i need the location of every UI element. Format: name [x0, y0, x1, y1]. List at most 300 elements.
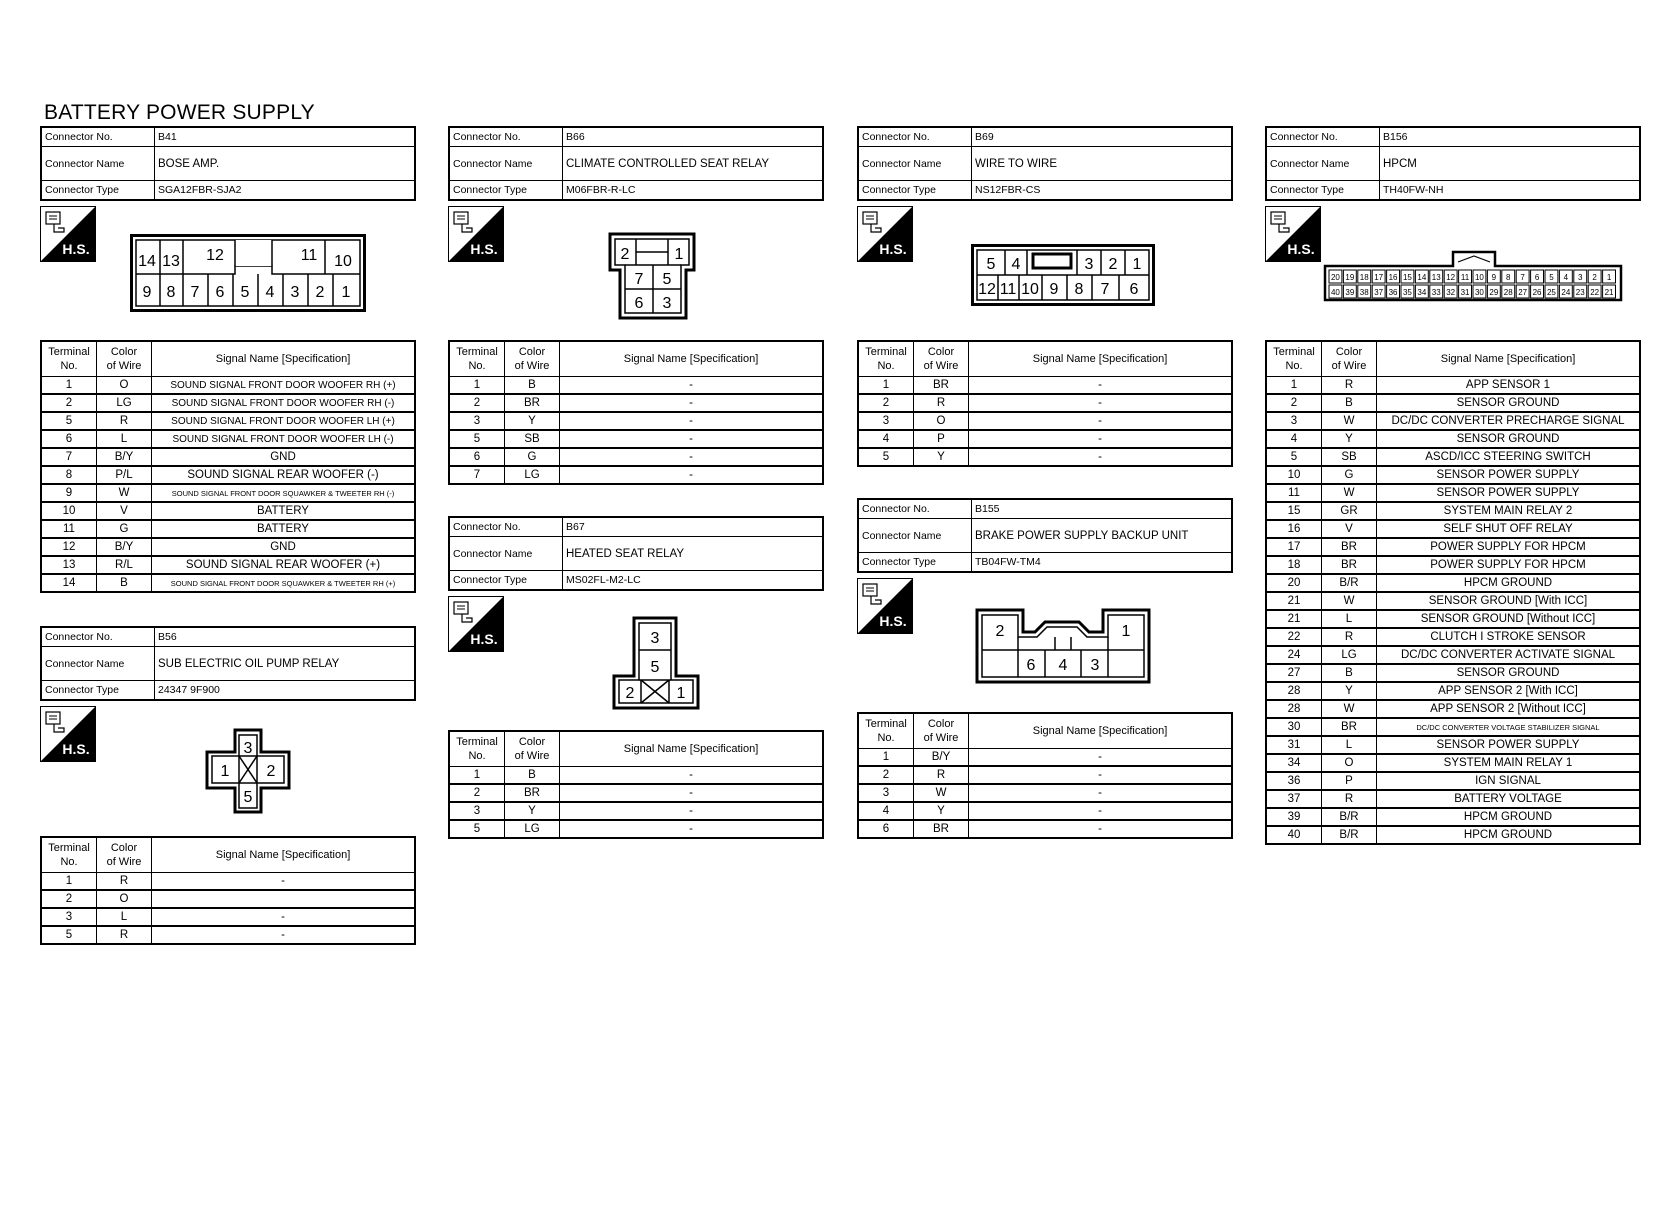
table-row [858, 766, 1232, 784]
wire-color: R [914, 766, 969, 784]
wire-color: V [1322, 520, 1377, 538]
connector-info-table [448, 126, 824, 201]
wire-color: O [1322, 754, 1377, 772]
terminal-no: 15 [1266, 502, 1322, 520]
signal-name [152, 890, 416, 908]
pin-label: 2 [625, 685, 635, 702]
signal-name: POWER SUPPLY FOR HPCM [1377, 538, 1641, 556]
connector-info-table [857, 126, 1233, 201]
connector-type-value: NS12FBR-CS [972, 181, 1233, 201]
terminal-no: 5 [449, 820, 505, 838]
signal-name-header: Signal Name [Specification] [152, 837, 416, 873]
terminal-no: 5 [41, 926, 97, 944]
pin-label: 5 [243, 789, 253, 806]
pin-label: 2 [1108, 256, 1118, 273]
pin-label: 8 [1506, 273, 1511, 282]
table-row [858, 430, 1232, 448]
connector-b66 [448, 126, 824, 481]
pin-label: 26 [1532, 288, 1542, 297]
signal-name: SOUND SIGNAL FRONT DOOR WOOFER LH (+) [152, 412, 416, 430]
wire-color: B/Y [97, 538, 152, 556]
table-row [1266, 394, 1640, 412]
terminal-table [1265, 340, 1641, 845]
signal-name: - [969, 749, 1233, 767]
signal-name: - [969, 394, 1233, 412]
pin-label: 3 [290, 284, 300, 301]
terminal-no: 14 [41, 574, 97, 592]
table-row [449, 767, 823, 785]
table-row [449, 466, 823, 484]
pin-label: 16 [1388, 273, 1398, 282]
signal-name: SOUND SIGNAL FRONT DOOR SQUAWKER & TWEETER RH (-) [152, 484, 416, 502]
wire-color: R [97, 412, 152, 430]
table-row [41, 908, 415, 926]
signal-name: - [969, 784, 1233, 802]
color-of-wire-header: Color of Wire [1322, 341, 1377, 377]
pin-label: 3 [1084, 256, 1094, 273]
table-row [1266, 466, 1640, 484]
signal-name: - [560, 466, 824, 484]
connector-type-label: Connector Type [449, 571, 563, 591]
table-row [858, 448, 1232, 466]
terminal-no: 2 [449, 784, 505, 802]
wire-color: L [97, 430, 152, 448]
terminal-no: 18 [1266, 556, 1322, 574]
wire-color: Y [1322, 682, 1377, 700]
terminal-no-header: Terminal No. [41, 341, 97, 377]
terminal-no: 31 [1266, 736, 1322, 754]
pin-label: 18 [1359, 273, 1369, 282]
signal-name: IGN SIGNAL [1377, 772, 1641, 790]
wire-color: R [97, 926, 152, 944]
signal-name-header: Signal Name [Specification] [1377, 341, 1641, 377]
table-row [1266, 502, 1640, 520]
wire-color: SB [1322, 448, 1377, 466]
pin-label: 5 [240, 284, 250, 301]
signal-name: - [560, 767, 824, 785]
table-row [41, 574, 415, 592]
signal-name: - [969, 430, 1233, 448]
table-row [449, 412, 823, 430]
connector-type-value: TH40FW-NH [1380, 181, 1641, 201]
terminal-no: 1 [858, 749, 914, 767]
connector-no-value: B41 [155, 127, 416, 147]
pin-label: 36 [1388, 288, 1398, 297]
pin-label: 1 [1132, 256, 1142, 273]
pin-label: 5 [662, 271, 672, 288]
pin-label: 5 [650, 659, 660, 676]
wire-color: L [97, 908, 152, 926]
terminal-no: 4 [858, 430, 914, 448]
signal-name: BATTERY [152, 502, 416, 520]
terminal-no-header: Terminal No. [858, 341, 914, 377]
table-row [1266, 412, 1640, 430]
wire-color: B/R [1322, 574, 1377, 592]
signal-name: - [560, 448, 824, 466]
pin-label: 35 [1402, 288, 1412, 297]
connector-no-label: Connector No. [858, 499, 972, 519]
wire-color: Y [1322, 430, 1377, 448]
terminal-no: 7 [449, 466, 505, 484]
terminal-no: 34 [1266, 754, 1322, 772]
signal-name: HPCM GROUND [1377, 808, 1641, 826]
wire-color: L [1322, 736, 1377, 754]
connector-type-value: M06FBR-R-LC [563, 181, 824, 201]
table-row [1266, 772, 1640, 790]
signal-name: APP SENSOR 1 [1377, 377, 1641, 395]
pin-label: 13 [1431, 273, 1441, 282]
connector-no-label: Connector No. [41, 627, 155, 647]
pin-label: 6 [1534, 273, 1540, 282]
terminal-no: 2 [858, 766, 914, 784]
signal-name-header: Signal Name [Specification] [560, 731, 824, 767]
wire-color: W [97, 484, 152, 502]
table-row [41, 873, 415, 891]
terminal-no: 5 [449, 430, 505, 448]
table-row [1266, 520, 1640, 538]
terminal-no: 5 [858, 448, 914, 466]
connector-face-b56 [203, 728, 293, 816]
pin-label: 5 [986, 256, 996, 273]
pin-label: 11 [1460, 273, 1470, 282]
connector-b56 [40, 626, 416, 941]
signal-name: SYSTEM MAIN RELAY 2 [1377, 502, 1641, 520]
signal-name: SENSOR GROUND [With ICC] [1377, 592, 1641, 610]
signal-name: SOUND SIGNAL REAR WOOFER (+) [152, 556, 416, 574]
table-row [1266, 664, 1640, 682]
signal-name: SOUND SIGNAL FRONT DOOR WOOFER RH (+) [152, 377, 416, 395]
color-of-wire-header: Color of Wire [97, 837, 152, 873]
table-row [858, 802, 1232, 820]
table-row [449, 394, 823, 412]
terminal-no: 2 [858, 394, 914, 412]
table-row [41, 502, 415, 520]
table-row [41, 394, 415, 412]
wire-color: BR [914, 820, 969, 838]
svg-text:H.S.: H.S. [879, 613, 907, 629]
terminal-no: 1 [41, 873, 97, 891]
pin-label: 22 [1590, 288, 1600, 297]
connector-type-value: 24347 9F900 [155, 681, 416, 701]
table-row [1266, 538, 1640, 556]
harness-side-icon [448, 206, 504, 262]
connector-info-table [857, 498, 1233, 573]
connector-no-value: B69 [972, 127, 1233, 147]
wire-color: B [505, 377, 560, 395]
signal-name: - [969, 377, 1233, 395]
table-row [1266, 448, 1640, 466]
page-title: BATTERY POWER SUPPLY [44, 101, 315, 124]
signal-name: APP SENSOR 2 [Without ICC] [1377, 700, 1641, 718]
wire-color: SB [505, 430, 560, 448]
table-row [1266, 610, 1640, 628]
table-row [41, 520, 415, 538]
terminal-no: 1 [858, 377, 914, 395]
signal-name: - [560, 430, 824, 448]
wire-color: L [1322, 610, 1377, 628]
color-of-wire-header: Color of Wire [914, 713, 969, 749]
wire-color: W [914, 784, 969, 802]
pin-label: 33 [1431, 288, 1441, 297]
table-row [1266, 718, 1640, 736]
pin-label: 13 [162, 253, 180, 270]
terminal-no: 39 [1266, 808, 1322, 826]
harness-side-icon [1265, 206, 1321, 262]
table-row [1266, 754, 1640, 772]
signal-name: ASCD/ICC STEERING SWITCH [1377, 448, 1641, 466]
signal-name: SENSOR GROUND [1377, 664, 1641, 682]
table-row [449, 448, 823, 466]
signal-name-header: Signal Name [Specification] [969, 713, 1233, 749]
terminal-no-header: Terminal No. [41, 837, 97, 873]
wire-color: LG [1322, 646, 1377, 664]
signal-name: SOUND SIGNAL FRONT DOOR WOOFER LH (-) [152, 430, 416, 448]
pin-label: 12 [1446, 273, 1456, 282]
connector-type-label: Connector Type [41, 681, 155, 701]
pin-label: 19 [1345, 273, 1355, 282]
wire-color: BR [505, 784, 560, 802]
svg-text:H.S.: H.S. [62, 741, 90, 757]
terminal-no: 30 [1266, 718, 1322, 736]
terminal-no: 4 [858, 802, 914, 820]
table-row [41, 890, 415, 908]
wire-color: Y [914, 448, 969, 466]
table-row [449, 784, 823, 802]
connector-no-value: B66 [563, 127, 824, 147]
wire-color: B [505, 767, 560, 785]
signal-name: SOUND SIGNAL REAR WOOFER (-) [152, 466, 416, 484]
terminal-no: 40 [1266, 826, 1322, 844]
connector-type-value: SGA12FBR-SJA2 [155, 181, 416, 201]
table-row [41, 430, 415, 448]
pin-label: 37 [1374, 288, 1384, 297]
wire-color: BR [1322, 718, 1377, 736]
pin-label: 4 [1058, 657, 1068, 674]
connector-type-label: Connector Type [858, 553, 972, 573]
terminal-no: 24 [1266, 646, 1322, 664]
pin-label: 6 [215, 284, 225, 301]
wire-color: LG [97, 394, 152, 412]
pin-label: 3 [1578, 273, 1583, 282]
signal-name: - [969, 448, 1233, 466]
terminal-no: 3 [41, 908, 97, 926]
signal-name: - [152, 908, 416, 926]
terminal-no: 16 [1266, 520, 1322, 538]
table-row [1266, 646, 1640, 664]
svg-text:H.S.: H.S. [879, 241, 907, 257]
wire-color: R [1322, 790, 1377, 808]
terminal-no: 1 [41, 377, 97, 395]
terminal-no: 3 [858, 412, 914, 430]
pin-label: 12 [978, 281, 996, 298]
wire-color: R [1322, 628, 1377, 646]
terminal-no: 6 [858, 820, 914, 838]
signal-name: GND [152, 538, 416, 556]
wire-color: B/Y [97, 448, 152, 466]
connector-type-value: MS02FL-M2-LC [563, 571, 824, 591]
signal-name: - [152, 926, 416, 944]
signal-name: HPCM GROUND [1377, 826, 1641, 844]
wire-color: BR [1322, 538, 1377, 556]
terminal-no: 11 [1266, 484, 1322, 502]
pin-label: 4 [1563, 273, 1569, 282]
terminal-no-header: Terminal No. [449, 341, 505, 377]
signal-name: DC/DC CONVERTER PRECHARGE SIGNAL [1377, 412, 1641, 430]
table-row [1266, 377, 1640, 395]
connector-b69 [857, 126, 1233, 463]
harness-side-icon [448, 596, 504, 652]
signal-name: - [560, 412, 824, 430]
table-row [858, 749, 1232, 767]
signal-name: - [560, 394, 824, 412]
connector-info-table [448, 516, 824, 591]
pin-label: 2 [1592, 273, 1597, 282]
color-of-wire-header: Color of Wire [97, 341, 152, 377]
table-row [449, 377, 823, 395]
table-row [41, 556, 415, 574]
table-row [1266, 574, 1640, 592]
connector-face-b41 [130, 234, 366, 312]
pin-label: 30 [1474, 288, 1484, 297]
pin-label: 8 [166, 284, 176, 301]
terminal-no-header: Terminal No. [1266, 341, 1322, 377]
wire-color: P [914, 430, 969, 448]
terminal-no: 6 [41, 430, 97, 448]
connector-name-label: Connector Name [1266, 147, 1380, 181]
pin-label: 3 [1090, 657, 1100, 674]
signal-name: DC/DC CONVERTER ACTIVATE SIGNAL [1377, 646, 1641, 664]
terminal-no: 5 [1266, 448, 1322, 466]
terminal-no: 36 [1266, 772, 1322, 790]
terminal-no: 2 [1266, 394, 1322, 412]
connector-no-label: Connector No. [449, 517, 563, 537]
pin-label: 23 [1575, 288, 1585, 297]
pin-label: 7 [190, 284, 200, 301]
terminal-no: 7 [41, 448, 97, 466]
pin-label: 1 [1606, 273, 1612, 282]
connector-no-value: B56 [155, 627, 416, 647]
svg-text:H.S.: H.S. [62, 241, 90, 257]
connector-name-value: HEATED SEAT RELAY [563, 537, 824, 571]
pin-label: 39 [1345, 288, 1355, 297]
wire-color: O [914, 412, 969, 430]
connector-face-b155 [975, 608, 1151, 684]
pin-label: 6 [634, 295, 644, 312]
terminal-no: 27 [1266, 664, 1322, 682]
pin-label: 40 [1330, 288, 1340, 297]
terminal-no: 5 [41, 412, 97, 430]
terminal-no: 37 [1266, 790, 1322, 808]
pin-label: 32 [1446, 288, 1456, 297]
terminal-no: 22 [1266, 628, 1322, 646]
terminal-no: 10 [41, 502, 97, 520]
connector-type-label: Connector Type [858, 181, 972, 201]
pin-label: 6 [1129, 281, 1139, 298]
terminal-no: 3 [449, 412, 505, 430]
table-row [1266, 682, 1640, 700]
wire-color: BR [1322, 556, 1377, 574]
signal-name: - [969, 412, 1233, 430]
pin-label: 1 [220, 763, 230, 780]
wire-color: R [97, 873, 152, 891]
pin-label: 6 [1026, 657, 1036, 674]
table-row [449, 820, 823, 838]
table-row [41, 538, 415, 556]
signal-name-header: Signal Name [Specification] [969, 341, 1233, 377]
pin-label: 14 [1417, 273, 1427, 282]
pin-label: 28 [1503, 288, 1513, 297]
terminal-no: 10 [1266, 466, 1322, 484]
terminal-no: 21 [1266, 610, 1322, 628]
pin-label: 25 [1546, 288, 1556, 297]
pin-label: 2 [995, 623, 1005, 640]
signal-name: GND [152, 448, 416, 466]
connector-b67 [448, 516, 824, 835]
wire-color: G [1322, 466, 1377, 484]
terminal-no: 3 [449, 802, 505, 820]
signal-name: - [560, 820, 824, 838]
wire-color: R [914, 394, 969, 412]
terminal-no: 3 [1266, 412, 1322, 430]
pin-label: 1 [676, 685, 686, 702]
pin-label: 11 [300, 247, 318, 264]
signal-name: - [560, 377, 824, 395]
pin-label: 2 [266, 763, 276, 780]
pin-label: 2 [620, 246, 630, 263]
signal-name: SENSOR POWER SUPPLY [1377, 484, 1641, 502]
connector-type-label: Connector Type [41, 181, 155, 201]
signal-name: SENSOR POWER SUPPLY [1377, 466, 1641, 484]
terminal-no: 2 [449, 394, 505, 412]
connector-name-value: HPCM [1380, 147, 1641, 181]
pin-label: 4 [1011, 256, 1021, 273]
signal-name: - [560, 802, 824, 820]
terminal-no: 1 [449, 767, 505, 785]
connector-no-label: Connector No. [41, 127, 155, 147]
wire-color: LG [505, 466, 560, 484]
connector-name-label: Connector Name [858, 519, 972, 553]
pin-label: 2 [315, 284, 325, 301]
signal-name: SENSOR GROUND [Without ICC] [1377, 610, 1641, 628]
terminal-no: 8 [41, 466, 97, 484]
connector-name-value: SUB ELECTRIC OIL PUMP RELAY [155, 647, 416, 681]
signal-name-header: Signal Name [Specification] [560, 341, 824, 377]
connector-name-label: Connector Name [858, 147, 972, 181]
terminal-no: 28 [1266, 700, 1322, 718]
harness-side-icon [857, 206, 913, 262]
terminal-no: 9 [41, 484, 97, 502]
terminal-no: 13 [41, 556, 97, 574]
terminal-no-header: Terminal No. [858, 713, 914, 749]
terminal-table [40, 340, 416, 593]
connector-face-b67 [610, 616, 702, 712]
wire-color: G [97, 520, 152, 538]
wire-color: B/R [1322, 808, 1377, 826]
wire-color: B/R [1322, 826, 1377, 844]
signal-name: SOUND SIGNAL FRONT DOOR WOOFER RH (-) [152, 394, 416, 412]
terminal-table [448, 730, 824, 839]
pin-label: 20 [1330, 273, 1340, 282]
connector-name-value: BRAKE POWER SUPPLY BACKUP UNIT [972, 519, 1233, 553]
pin-label: 12 [206, 247, 224, 264]
table-row [1266, 484, 1640, 502]
signal-name: APP SENSOR 2 [With ICC] [1377, 682, 1641, 700]
pin-label: 10 [334, 253, 352, 270]
signal-name: SELF SHUT OFF RELAY [1377, 520, 1641, 538]
pin-label: 5 [1549, 273, 1554, 282]
color-of-wire-header: Color of Wire [914, 341, 969, 377]
connector-no-value: B67 [563, 517, 824, 537]
